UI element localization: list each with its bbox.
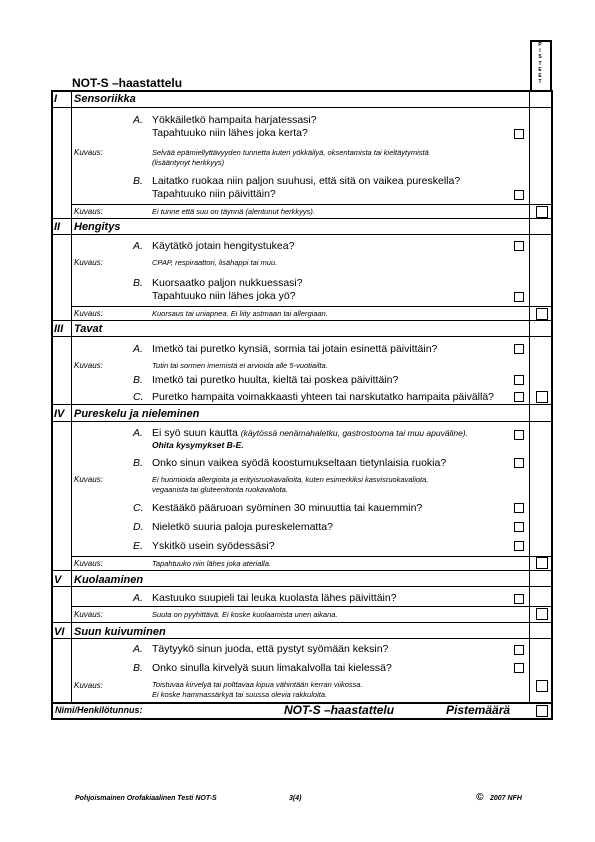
checkbox-4c[interactable] <box>514 503 524 513</box>
section-number: I <box>54 93 58 105</box>
footer-test-name: Pohjoismainen Orofakiaalinen Testi NOT-S <box>75 795 217 802</box>
question-letter: D. <box>133 521 144 533</box>
section-title: Sensoriikka <box>74 93 136 105</box>
kuvaus-label: Kuvaus: <box>74 559 103 568</box>
score-box-4[interactable] <box>536 557 548 569</box>
section-title: Pureskelu ja nieleminen <box>74 408 200 420</box>
section-title: Kuolaaminen <box>74 574 144 586</box>
kuvaus-label: Kuvaus: <box>74 610 103 619</box>
score-box-2[interactable] <box>536 308 548 320</box>
kuvaus-label: Kuvaus: <box>74 361 103 370</box>
question-4e: Yskitkö usein syödessäsi? <box>152 540 275 552</box>
kuvaus-label: Kuvaus: <box>74 148 103 157</box>
question-letter: A. <box>133 343 143 355</box>
kuvaus-4e: Tapahtuuko niin lähes joka aterialla. <box>152 559 271 568</box>
score-box-1[interactable] <box>536 206 548 218</box>
kuvaus-2a: CPAP, respiraattori, lisähappi tai muu. <box>152 258 278 267</box>
question-1b: Laitatko ruokaa niin paljon suuhusi, että sitä on vaikea pureskella? Tapahtuuko niin päivittäin? <box>152 175 461 200</box>
question-4c: Kestääkö pääruoan syöminen 30 minuuttia tai kauemmin? <box>152 502 423 514</box>
question-3a: Imetkö tai puretko kynsiä, sormia tai jotain esinettä päivittäin? <box>152 343 438 355</box>
question-letter: C. <box>133 502 144 514</box>
question-letter: C. <box>133 391 144 403</box>
question-2b: Kuorsaatko paljon nukkuessasi? Tapahtuuko niin lähes joka yö? <box>152 277 303 302</box>
question-letter: E. <box>133 540 143 552</box>
kuvaus-label: Kuvaus: <box>74 681 103 690</box>
question-4b: Onko sinun vaikea syödä koostumukseltaan tietynlaisia ruokia? <box>152 457 447 469</box>
section-number: III <box>54 323 64 335</box>
checkbox-3b[interactable] <box>514 375 524 385</box>
score-box-6[interactable] <box>536 680 548 692</box>
question-letter: A. <box>133 427 143 439</box>
question-2a: Käytätkö jotain hengitystukea? <box>152 240 295 252</box>
name-id-label: Nimi/Henkilötunnus: <box>55 705 143 715</box>
question-letter: A. <box>133 643 143 655</box>
score-column-label: P I S T E E T <box>538 42 542 86</box>
kuvaus-1a: Selvää epämiellyttävyyden tunnetta kuten yökkäilyä, oksentamista tai kieltäytymistä (lisääntynyt herkkyys) <box>152 148 429 167</box>
question-letter: A. <box>133 114 143 126</box>
total-score-box[interactable] <box>536 705 548 717</box>
question-letter: B. <box>133 662 143 674</box>
section-title: Tavat <box>74 323 103 335</box>
copyright-icon: © <box>476 792 484 803</box>
checkbox-4d[interactable] <box>514 522 524 532</box>
question-6a: Täytyykö sinun juoda, että pystyt syömään keksin? <box>152 643 389 655</box>
section-number: IV <box>54 408 65 420</box>
score-box-3[interactable] <box>536 391 548 403</box>
kuvaus-4b: Ei huomioida allergioita ja erityisruokavalioita, kuten esimerkiksi kasvisruokavaliota, vegaanista tai gluteenitonta ruokavaliota. <box>152 475 429 494</box>
checkbox-1b[interactable] <box>514 190 524 200</box>
checkbox-4a[interactable] <box>514 430 524 440</box>
section-number: II <box>54 221 61 233</box>
question-1a: Yökkäiletkö hampaita harjatessasi? Tapahtuuko niin lähes joka kerta? <box>152 114 317 139</box>
kuvaus-5: Suuta on pyyhittävä. Ei koske kuolaamista unen aikana. <box>152 610 338 619</box>
kuvaus-1b: Ei tunne että suu on täynnä (alentunut herkkyys). <box>152 207 316 216</box>
kuvaus-3a: Tutin tai sormen imemistä ei arvioida alle 5-vuotiailta. <box>152 361 328 370</box>
question-3c: Puretko hampaita voimakkaasti yhteen tai narskutatko hampaita päivällä? <box>152 391 495 403</box>
kuvaus-label: Kuvaus: <box>74 309 103 318</box>
question-letter: B. <box>133 175 143 187</box>
checkbox-4b[interactable] <box>514 458 524 468</box>
question-6b: Onko sinulla kirvelyä suun limakalvolla tai kielessä? <box>152 662 392 674</box>
score-box-5[interactable] <box>536 608 548 620</box>
bottom-title: NOT-S –haastattelu <box>284 703 395 717</box>
checkbox-3a[interactable] <box>514 344 524 354</box>
kuvaus-2b: Kuorsaus tai uniapnea. Ei liity astmaan tai allergiaan. <box>152 309 328 318</box>
question-letter: B. <box>133 277 143 289</box>
kuvaus-label: Kuvaus: <box>74 475 103 484</box>
question-3b: Imetkö tai puretko huulta, kieltä tai poskea päivittäin? <box>152 374 399 386</box>
checkbox-2a[interactable] <box>514 241 524 251</box>
checkbox-6a[interactable] <box>514 645 524 655</box>
checkbox-2b[interactable] <box>514 292 524 302</box>
section-title: Suun kuivuminen <box>74 626 166 638</box>
question-5a: Kastuuko suupieli tai leuka kuolasta lähes päivittäin? <box>152 592 397 604</box>
question-letter: A. <box>133 240 143 252</box>
question-4a: Ei syö suun kautta (käytössä nenämahaletku, gastrostooma tai muu apuväline). Ohita kysymykset B-E. <box>152 427 468 450</box>
footer-copyright: 2007 NFH <box>490 795 522 802</box>
checkbox-4e[interactable] <box>514 541 524 551</box>
checkbox-1a[interactable] <box>514 129 524 139</box>
question-letter: A. <box>133 592 143 604</box>
question-letter: B. <box>133 457 143 469</box>
kuvaus-label: Kuvaus: <box>74 207 103 216</box>
total-score-label: Pistemäärä <box>446 703 511 717</box>
checkbox-6b[interactable] <box>514 663 524 673</box>
section-number: VI <box>54 626 65 638</box>
question-4d: Nieletkö suuria paloja pureskelematta? <box>152 521 333 533</box>
question-letter: B. <box>133 374 143 386</box>
checkbox-3c[interactable] <box>514 392 524 402</box>
kuvaus-label: Kuvaus: <box>74 258 103 267</box>
page-title: NOT-S –haastattelu <box>72 76 183 90</box>
section-number: V <box>54 574 62 586</box>
checkbox-5a[interactable] <box>514 594 524 604</box>
footer-page-number: 3(4) <box>289 795 302 802</box>
section-title: Hengitys <box>74 221 121 233</box>
kuvaus-6: Toistuvaa kirvelyä tai polttavaa kipua vähintään kerran viikossa. Ei koske hammassärkyä tai suussa olevia rakkuloita. <box>152 680 363 699</box>
